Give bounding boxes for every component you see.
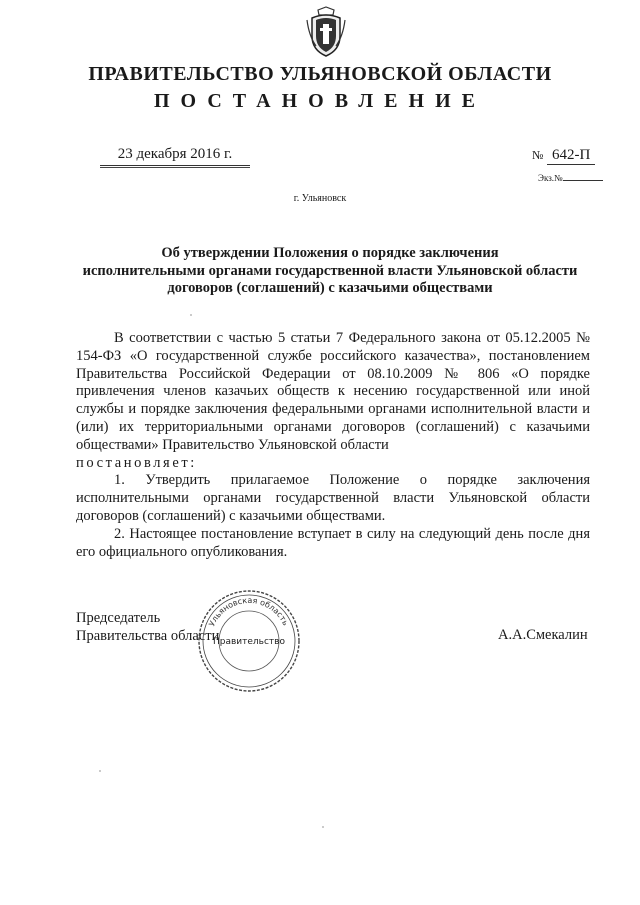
number-sign: № <box>532 148 544 162</box>
copy-number-line <box>563 180 603 181</box>
preamble-paragraph: В соответствии с частью 5 статьи 7 Федерального закона от 05.12.2005 № 154-ФЗ «О государственной службе российского казачества», постановлением Правительства Российской Федерации от 08.10.2009 № 806 «О порядке привлечения членов казачьих обществ к несению государственной или иной службы и порядке заключения федеральными органами исполнительной власти и (или) их территориальными органами договоров (соглашений) с казачьими обществами» Правительство Ульяновской области <box>76 330 590 453</box>
document-date: 23 декабря 2016 г. <box>100 146 250 166</box>
subject-line-3: договоров (соглашений) с казачьими обществами <box>167 280 493 296</box>
document-subject <box>60 245 600 298</box>
item-2-paragraph: 2. Настоящее постановление вступает в силу на следующий день после дня его официального опубликования. <box>76 525 590 560</box>
document-type-title: ПОСТАНОВЛЕНИЕ <box>154 90 486 112</box>
scan-speck <box>322 826 324 828</box>
coat-of-arms-icon <box>304 6 348 58</box>
city: г. Ульяновск <box>293 193 347 204</box>
subject-line-2: исполнительными органами государственной власти Ульяновской области <box>82 262 578 279</box>
copy-label: Экз.№ <box>538 173 563 183</box>
date-underline <box>100 167 250 168</box>
document-body <box>76 330 590 561</box>
subject-line-1: Об утверждении Положения о порядке заключения <box>161 245 499 261</box>
signatory-title-line-1: Председатель <box>76 610 161 626</box>
government-title: ПРАВИТЕЛЬСТВО УЛЬЯНОВСКОЙ ОБЛАСТИ <box>88 63 552 85</box>
scan-speck <box>99 770 101 772</box>
resolves-line: постановляет: <box>76 454 197 471</box>
copy-number <box>538 173 603 183</box>
stamp-ring-text: Ульяновская область <box>207 595 291 628</box>
signatory-name: А.А.Смекалин <box>498 627 588 643</box>
number-value: 642-П <box>547 147 595 165</box>
official-stamp <box>196 588 302 694</box>
scan-speck <box>190 314 192 316</box>
document-number <box>532 147 595 165</box>
item-1-paragraph: 1. Утвердить прилагаемое Положение о порядке заключения исполнительными органами государственной власти Ульяновской области договоров (соглашений) с казачьими обществами. <box>76 472 590 524</box>
stamp-center-text: Правительство <box>213 637 285 647</box>
signatory-title-line-2: Правительства области <box>76 628 220 644</box>
